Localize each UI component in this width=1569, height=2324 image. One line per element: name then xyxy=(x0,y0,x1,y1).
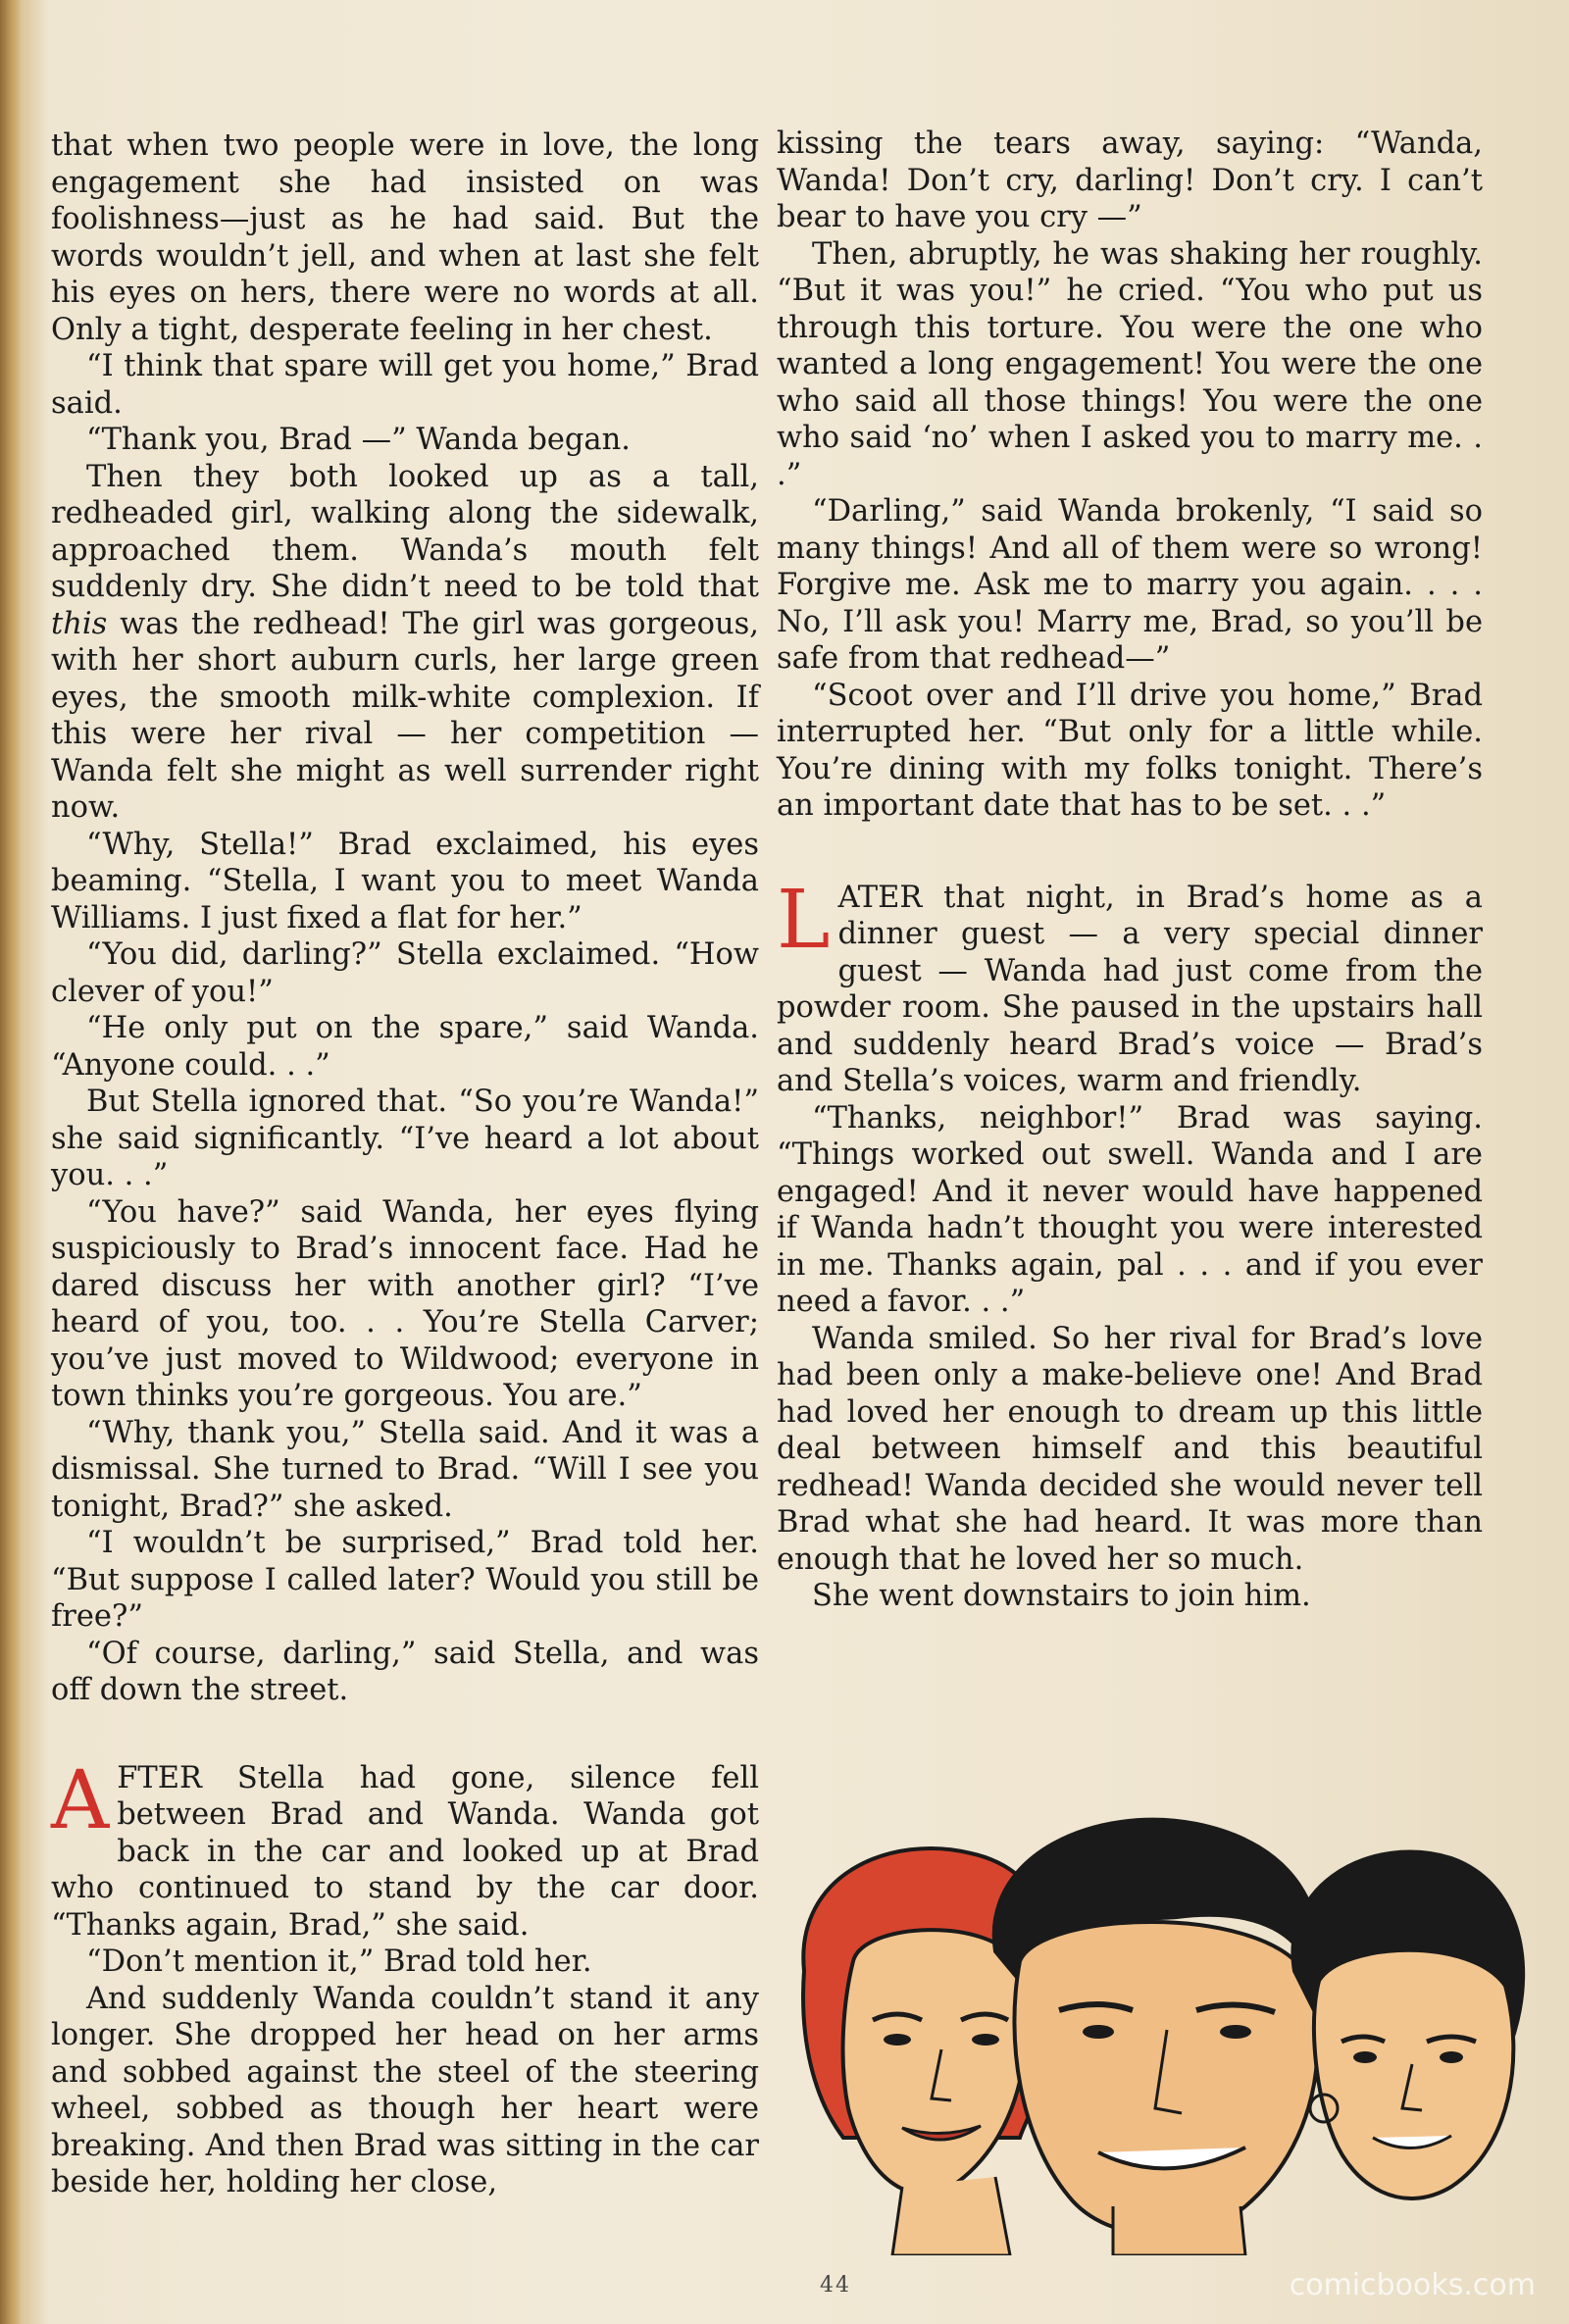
paragraph: And suddenly Wanda couldn’t stand it any longer. She dropped her head on her arms and sobbed against the steel of the steering wheel, sobbed as though her heart were breaking. And then Brad was sitting in the car beside her, holding her close, xyxy=(51,1981,759,2199)
three-faces-illustration xyxy=(784,1814,1540,2255)
paragraph: “Why, Stella!” Brad exclaimed, his eyes beaming. “Stella, I want you to meet Wanda Williams. I just fixed a flat for her.” xyxy=(51,827,759,935)
paragraph: “Scoot over and I’ll drive you home,” Brad interrupted her. “But only for a little while. You’re dining with my folks tonight. There’s an important date that has to be set. . .” xyxy=(777,678,1483,823)
emphasis-text: this xyxy=(51,606,108,641)
paragraph: Wanda smiled. So her rival for Brad’s love had been only a make-believe one! And Brad had loved her enough to dream up this little deal between himself and this beautiful redhead! Wanda decided she would never tell Brad what she had heard. It was more than enough that he loved her so much. xyxy=(777,1321,1483,1577)
paragraph: Then, abruptly, he was shaking her roughly. “But it was you!” he cried. “You who put us through this torture. You were the one who wanted a long engagement! You were the one who said all those things! You were the one who said ‘no’ when I asked you to marry me. . .” xyxy=(777,236,1483,492)
paragraph: “Thanks, neighbor!” Brad was saying. “Things worked out swell. Wanda and I are engaged! And it never would have happened if Wanda hadn’t thought you were interested in me. Thanks again, pal . . . and if you ever need a favor. . .” xyxy=(777,1100,1483,1319)
right-text-column xyxy=(777,126,1483,1615)
paragraph: But Stella ignored that. “So you’re Wanda!” she said significantly. “I’ve heard a lot about you. . .” xyxy=(51,1085,759,1192)
paragraph: “Thank you, Brad —” Wanda began. xyxy=(86,423,631,457)
page-spine-shadow xyxy=(0,0,22,2324)
text-run: Then they both looked up as a tall, redheaded girl, walking along the sidewalk, approached them. Wanda’s mouth felt suddenly dry. She didn’t need to be told that xyxy=(51,459,759,604)
text-run: ATER that night, in Brad’s home as a dinner guest — a very special dinner guest — Wanda had just come from the powder room. She paused in the upstairs hall and suddenly heard Brad’s voice — Brad’s and Stella’s voices, warm and friendly. xyxy=(777,880,1483,1098)
paragraph xyxy=(51,459,759,827)
paragraph: “Don’t mention it,” Brad told her. xyxy=(86,1945,592,1979)
paragraph: “I wouldn’t be surprised,” Brad told her. “But suppose I called later? Would you still be free?” xyxy=(51,1526,759,1634)
paragraph: “You have?” said Wanda, her eyes flying suspiciously to Brad’s innocent face. Had he dared discuss her with another girl? “I’ve heard of you, too. . . You’re Stella Carver; you’ve just moved to Wildwood; everyone in town thinks you’re gorgeous. You are.” xyxy=(51,1194,759,1413)
paragraph: kissing the tears away, saying: “Wanda, Wanda! Don’t cry, darling! Don’t cry. I can’t bear to have you cry —” xyxy=(777,126,1483,234)
section-opening-paragraph xyxy=(51,1753,759,1945)
paragraph: “I think that spare will get you home,” Brad said. xyxy=(51,349,759,421)
paragraph: “Why, thank you,” Stella said. And it was a dismissal. She turned to Brad. “Will I see you tonight, Brad?” she asked. xyxy=(51,1415,759,1524)
paragraph: “Of course, darling,” said Stella, and was off down the street. xyxy=(51,1636,759,1707)
section-break xyxy=(51,1709,759,1760)
brad-man-face xyxy=(994,1820,1319,2255)
section-break xyxy=(777,825,1483,880)
paragraph: She went downstairs to join him. xyxy=(812,1579,1311,1613)
section-opening-paragraph xyxy=(777,873,1483,1100)
left-text-column xyxy=(51,127,759,2201)
watermark: comicbooks.com xyxy=(1289,2268,1536,2302)
dark-haired-woman-face xyxy=(1292,1852,1523,2198)
paragraph: “He only put on the spare,” said Wanda. “Anyone could. . .” xyxy=(51,1011,759,1083)
paragraph: that when two people were in love, the long engagement she had insisted on was foolishness—just as he had said. But the words wouldn’t jell, and when at last she felt his eyes on hers, there were no words at all. Only a tight, desperate feeling in her chest. xyxy=(51,128,759,347)
paragraph: “Darling,” said Wanda brokenly, “I said so many things! And all of them were so wrong! Forgive me. Ask me to marry you again. . . . No, I’ll ask you! Marry me, Brad, so you’ll be safe from that redhead—” xyxy=(777,494,1483,676)
page-number: 44 xyxy=(820,2273,851,2298)
text-run: FTER Stella had gone, silence fell between Brad and Wanda. Wanda got back in the car and looked up at Brad who continued to stand by the car door. “Thanks again, Brad,” she said. xyxy=(51,1760,759,1943)
paragraph: “You did, darling?” Stella exclaimed. “How clever of you!” xyxy=(51,937,759,1009)
text-run: was the redhead! The girl was gorgeous, with her short auburn curls, her large green eyes, the smooth milk-white complexion. If this were her rival — her competition — Wanda felt she might as well surrender right now. xyxy=(51,606,759,825)
drop-cap: L xyxy=(777,873,831,967)
drop-cap: A xyxy=(51,1753,110,1847)
